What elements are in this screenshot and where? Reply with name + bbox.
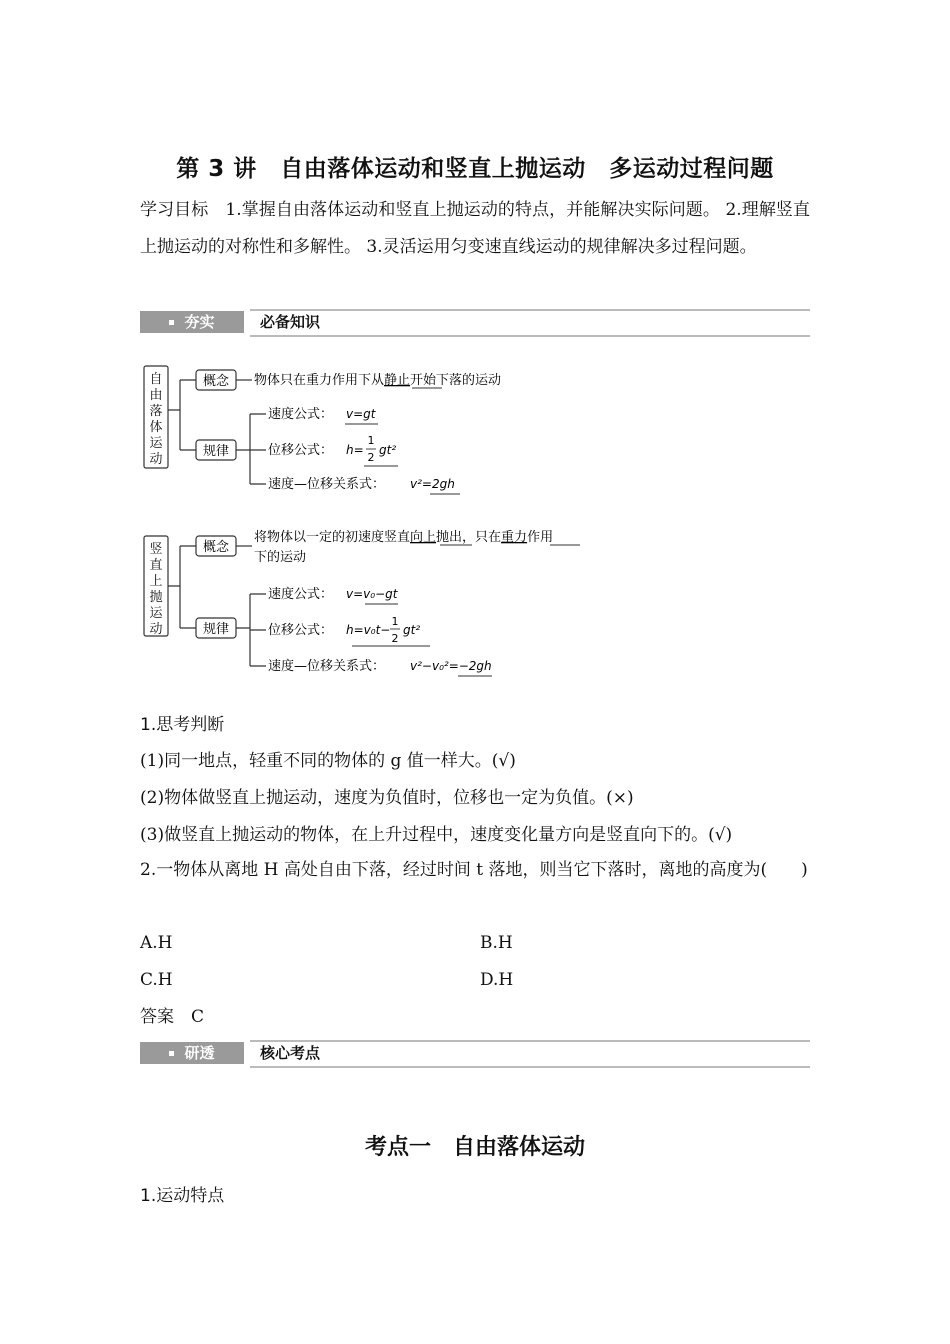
displacement-formula-post: gt² — [403, 623, 421, 637]
root-char: 由 — [149, 388, 163, 403]
square-icon — [169, 320, 174, 325]
velocity-displacement-label: 速度—位移关系式： — [268, 659, 386, 674]
root-char: 落 — [149, 404, 163, 419]
section-title: 考点一 自由落体运动 — [364, 1135, 585, 1160]
root-char: 自 — [149, 372, 163, 387]
learning-objectives: 学习目标 1.掌握自由落体运动和竖直上抛运动的特点，并能解决实际问题。 2.理解竖直上抛运动的对称性和多解性。 3.灵活运用匀变速直线运动的规律解决多过程问题。 — [140, 200, 810, 257]
velocity-displacement-formula: v²=2gh — [410, 477, 455, 491]
fraction-denominator: 2 — [367, 451, 375, 464]
root-char: 竖 — [149, 542, 163, 557]
root-char: 直 — [149, 558, 163, 573]
answer: 答案 C — [140, 1007, 205, 1027]
vertical-throw-diagram — [140, 524, 620, 684]
velocity-displacement-label: 速度—位移关系式： — [268, 477, 386, 492]
displacement-label: 位移公式： — [268, 443, 334, 458]
section-item: 1.运动特点 — [140, 1186, 225, 1206]
root-char: 上 — [149, 574, 163, 589]
banner-heading: 核心考点 — [250, 1040, 810, 1068]
section-banner-knowledge — [140, 309, 810, 335]
velocity-displacement-formula: v²−v₀²=−2gh — [410, 659, 492, 673]
rule-label: 规律 — [202, 444, 230, 459]
key-word: 静止 — [384, 373, 411, 388]
banner-heading: 必备知识 — [250, 309, 810, 337]
concept-text-line2: 下的运动 — [254, 550, 307, 565]
root-char: 体 — [149, 420, 163, 435]
root-char: 动 — [149, 452, 163, 467]
velocity-label: 速度公式： — [268, 407, 334, 422]
root-char: 抛 — [149, 590, 163, 605]
root-char: 动 — [149, 622, 163, 637]
key-word: 向上 — [410, 530, 437, 545]
concept-label: 概念 — [202, 540, 230, 555]
banner-tag: 研透 — [140, 1042, 244, 1064]
fraction-numerator: 1 — [391, 615, 399, 628]
judge-item: (3)做竖直上抛运动的物体，在上升过程中，速度变化量方向是竖直向下的。(√) — [140, 825, 733, 845]
judge-item: (1)同一地点，轻重不同的物体的 g 值一样大。(√) — [140, 751, 516, 771]
displacement-formula-pre: h=v₀t− — [346, 623, 391, 637]
option-b: B.H — [480, 933, 513, 953]
section-banner-core — [140, 1040, 810, 1066]
rule-label: 规律 — [202, 622, 230, 637]
concept-label: 概念 — [202, 374, 230, 389]
root-char: 运 — [149, 606, 163, 621]
fraction-denominator: 2 — [391, 632, 399, 645]
displacement-formula-pre: h= — [346, 443, 364, 457]
velocity-formula: v=v₀−gt — [346, 587, 398, 601]
free-fall-diagram — [140, 360, 600, 500]
question-text: 2.一物体从离地 H 高处自由下落，经过时间 t 落地，则当它下落时，离地的高度为( ) — [140, 860, 808, 880]
page-title: 第 3 讲 自由落体运动和竖直上抛运动 多运动过程问题 — [176, 156, 774, 182]
key-word: 重力 — [501, 530, 528, 545]
banner-tag: 夯实 — [140, 311, 244, 333]
square-icon — [169, 1051, 174, 1056]
root-char: 运 — [149, 436, 163, 451]
velocity-label: 速度公式： — [268, 587, 334, 602]
fraction-numerator: 1 — [367, 434, 375, 447]
judge-heading: 1.思考判断 — [140, 715, 225, 735]
concept-text: 物体只在重力作用下从静止开始下落的运动 — [254, 373, 502, 388]
option-a: A.H — [140, 933, 173, 953]
displacement-label: 位移公式： — [268, 623, 334, 638]
option-c: C.H — [140, 970, 173, 990]
option-d: D.H — [480, 970, 514, 990]
judge-item: (2)物体做竖直上抛运动，速度为负值时，位移也一定为负值。(×) — [140, 788, 634, 808]
velocity-formula: v=gt — [346, 407, 376, 421]
concept-text-line1: 将物体以一定的初速度竖直向上抛出，只在重力作用 — [254, 530, 554, 545]
displacement-formula-post: gt² — [379, 443, 397, 457]
